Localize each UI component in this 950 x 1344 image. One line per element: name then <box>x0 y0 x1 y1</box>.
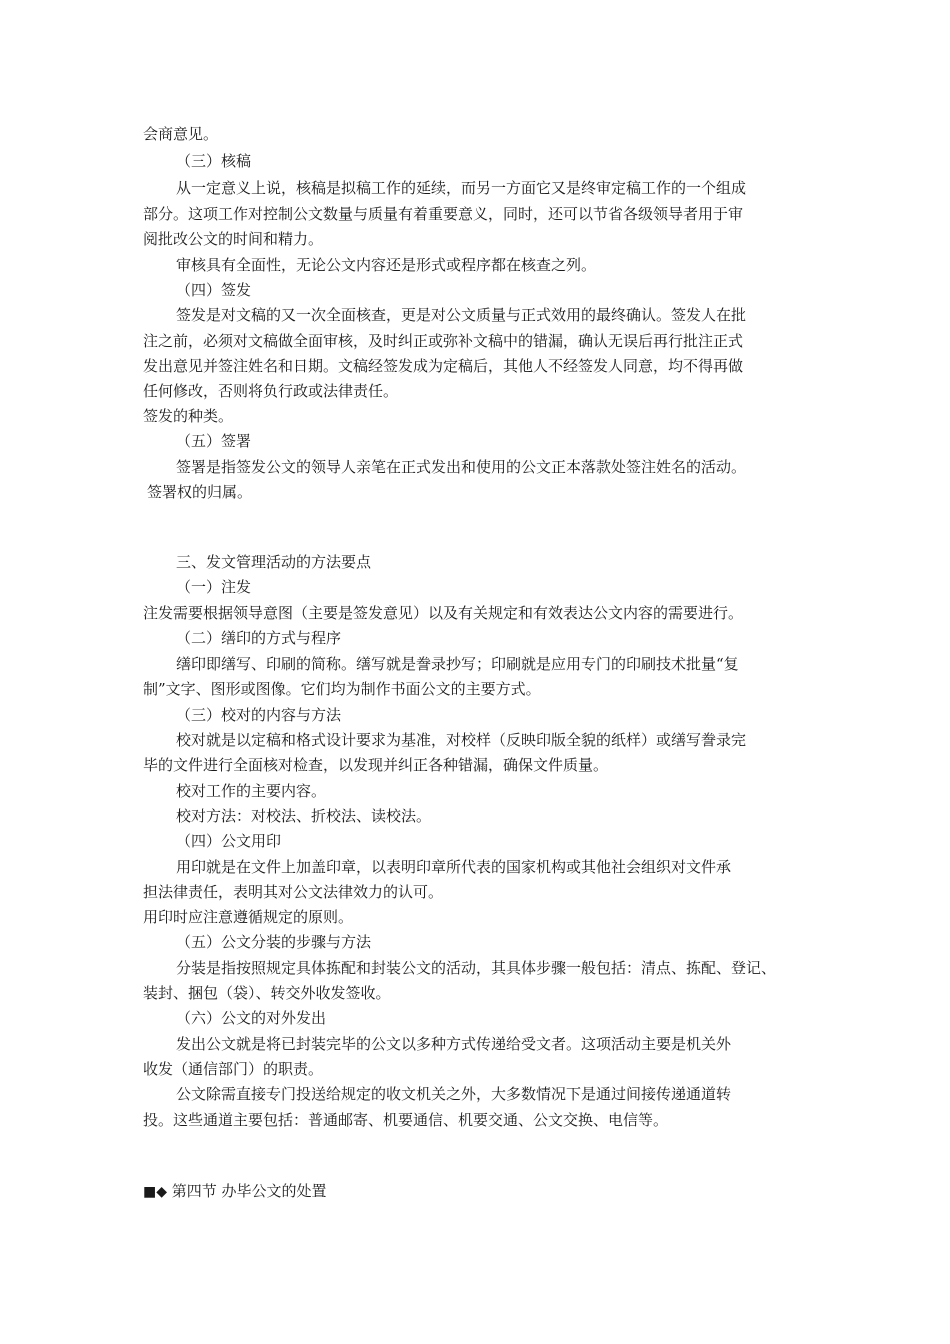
paragraph-line: 注之前，必须对文稿做全面审核，及时纠正或弥补文稿中的错漏，确认无误后再行批注正式 <box>143 332 744 350</box>
subsection-heading: （四）公文用印 <box>176 832 282 850</box>
paragraph-line: 阅批改公文的时间和精力。 <box>143 230 324 248</box>
paragraph-line: 公文除需直接专门投送给规定的收文机关之外，大多数情况下是通过间接传递通道转 <box>176 1085 732 1103</box>
paragraph-line: 签发是对文稿的又一次全面核查，更是对公文质量与正式效用的最终确认。签发人在批 <box>176 306 747 324</box>
paragraph-line: 审核具有全面性，无论公文内容还是形式或程序都在核查之列。 <box>176 256 597 274</box>
paragraph-line: 校对就是以定稿和格式设计要求为基准，对校样（反映印版全貌的纸样）或缮写誊录完 <box>176 731 747 749</box>
paragraph-line: 装封、捆包（袋）、转交外收发签收。 <box>143 984 391 1002</box>
body-line: 会商意见。 <box>143 125 219 143</box>
paragraph-line: 发出意见并签注姓名和日期。文稿经签发成为定稿后，其他人不经签发人同意，均不得再做 <box>143 357 744 375</box>
body-line: 用印时应注意遵循规定的原则。 <box>143 908 354 926</box>
subsection-heading: （五）公文分装的步骤与方法 <box>176 933 372 951</box>
paragraph-line: 从一定意义上说，核稿是拟稿工作的延续，而另一方面它又是终审定稿工作的一个组成 <box>176 179 747 197</box>
subsection-heading: （五）签署 <box>176 432 252 450</box>
subsection-heading: （三）核稿 <box>176 152 252 170</box>
subsection-heading: （一）注发 <box>176 578 252 596</box>
paragraph-line: 部分。这项工作对控制公文数量与质量有着重要意义，同时，还可以节省各级领导者用于审 <box>143 205 744 223</box>
paragraph-line: 毕的文件进行全面核对检查，以发现并纠正各种错漏，确保文件质量。 <box>143 756 609 774</box>
body-line: 签署权的归属。 <box>147 483 253 501</box>
paragraph-line: 用印就是在文件上加盖印章，以表明印章所代表的国家机构或其他社会组织对文件承 <box>176 858 732 876</box>
chapter-heading <box>143 1181 327 1201</box>
paragraph-line: 发出公文就是将已封装完毕的公文以多种方式传递给受文者。这项活动主要是机关外 <box>176 1035 732 1053</box>
paragraph-line: 担法律责任，表明其对公文法律效力的认可。 <box>143 883 444 901</box>
square-diamond-bullet-icon: ■◆ <box>143 1184 167 1200</box>
paragraph-line: 分装是指按照规定具体拣配和封装公文的活动，其具体步骤一般包括：清点、拣配、登记、 <box>176 959 777 977</box>
chapter-title: 第四节 办毕公文的处置 <box>171 1182 327 1200</box>
paragraph-line: 缮印即缮写、印刷的简称。缮写就是誊录抄写；印刷就是应用专门的印刷技术批量“复 <box>176 655 739 673</box>
paragraph-line: 校对方法：对校法、折校法、读校法。 <box>176 807 432 825</box>
subsection-heading: （四）签发 <box>176 281 252 299</box>
subsection-heading: （三）校对的内容与方法 <box>176 706 342 724</box>
paragraph-line: 收发（通信部门）的职责。 <box>143 1060 324 1078</box>
subsection-heading: （六）公文的对外发出 <box>176 1009 327 1027</box>
paragraph-line: 签署是指签发公文的领导人亲笔在正式发出和使用的公文正本落款处签注姓名的活动。 <box>176 458 747 476</box>
body-line: 注发需要根据领导意图（主要是签发意见）以及有关规定和有效表达公文内容的需要进行。 <box>143 604 744 622</box>
subsection-heading: （二）缮印的方式与程序 <box>176 629 342 647</box>
paragraph-line: 制”文字、图形或图像。它们均为制作书面公文的主要方式。 <box>143 680 541 698</box>
paragraph-line: 任何修改，否则将负行政或法律责任。 <box>143 382 399 400</box>
section-heading: 三、发文管理活动的方法要点 <box>176 553 372 571</box>
paragraph-line: 校对工作的主要内容。 <box>176 782 327 800</box>
paragraph-line: 投。这些通道主要包括：普通邮寄、机要通信、机要交通、公文交换、电信等。 <box>143 1111 669 1129</box>
body-line: 签发的种类。 <box>143 407 234 425</box>
